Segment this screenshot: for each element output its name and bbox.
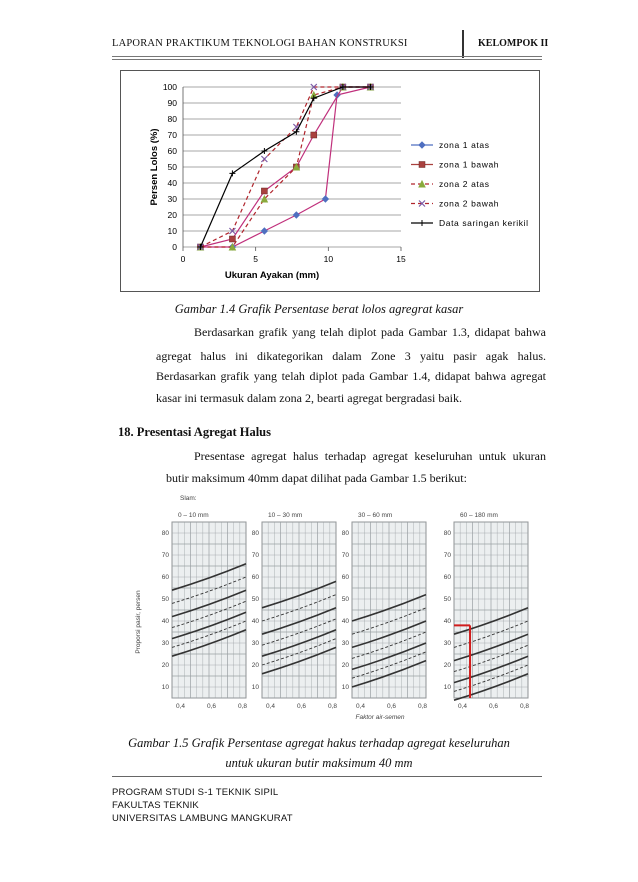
footer-faculty: FAKULTAS TEKNIK <box>112 800 199 811</box>
chart-grid <box>183 87 401 247</box>
point-zona-1-bawah-1 <box>229 236 235 242</box>
point-zona-1-bawah-4 <box>311 132 317 138</box>
panel-2-y-tick-70: 70 <box>341 552 349 559</box>
panel-2-x-tick-0: 0,4 <box>356 703 366 710</box>
header-rule-top <box>112 56 542 57</box>
header-group-label: KELOMPOK II <box>478 38 549 49</box>
sand-proportion-panels <box>162 512 530 710</box>
header-rule-bottom <box>112 59 542 60</box>
panel-0-y-tick-50: 50 <box>161 596 169 603</box>
panel-3-x-tick-0: 0,4 <box>458 703 468 710</box>
panel-3-y-tick-80: 80 <box>443 530 451 537</box>
panel-3-y-tick-20: 20 <box>443 662 451 669</box>
panel-1-y-tick-30: 30 <box>251 640 259 647</box>
panel-1-x-tick-2: 0,8 <box>328 703 338 710</box>
point-zona-2-bawah-2 <box>261 156 267 162</box>
panel-0 <box>172 522 246 698</box>
legend-marker-zona-1-atas <box>419 142 425 148</box>
panel-1-y-tick-50: 50 <box>251 596 259 603</box>
y-tick-label-80: 80 <box>167 114 177 124</box>
panel-0-y-tick-20: 20 <box>161 662 169 669</box>
panel-1-y-tick-80: 80 <box>251 530 259 537</box>
y-tick-label-0: 0 <box>172 242 177 252</box>
y-tick-label-20: 20 <box>167 210 177 220</box>
panel-0-y-tick-10: 10 <box>161 684 169 691</box>
x-tick-label-15: 15 <box>396 254 406 264</box>
panel-3-y-tick-40: 40 <box>443 618 451 625</box>
point-zona-1-atas-2 <box>261 228 267 234</box>
panel-2 <box>352 522 426 698</box>
panel-3-y-tick-30: 30 <box>443 640 451 647</box>
x-tick-label-5: 5 <box>253 254 259 264</box>
panel-2-y-tick-20: 20 <box>341 662 349 669</box>
footer-program: PROGRAM STUDI S-1 TEKNIK SIPIL <box>112 787 279 798</box>
y-tick-label-90: 90 <box>167 98 177 108</box>
y-axis-label: Persen Lolos (%) <box>149 128 160 206</box>
panel-0-y-tick-40: 40 <box>161 618 169 625</box>
panel-label-3: 60 – 180 mm <box>460 512 498 519</box>
panel-2-y-tick-10: 10 <box>341 684 349 691</box>
chart-axes <box>163 82 406 264</box>
panel-3-y-tick-70: 70 <box>443 552 451 559</box>
paragraph-1-line-3: Berdasarkan grafik yang telah diplot pada Gambar 1.4, didapat bahwa agregat <box>156 369 546 383</box>
panel-1-y-tick-60: 60 <box>251 574 259 581</box>
figure-1-5-caption-line-1: Gambar 1.5 Grafik Persentase agregat hakus terhadap agregat keseluruhan <box>128 736 510 750</box>
point-zona-1-atas-4 <box>322 196 328 202</box>
panel-3-y-tick-50: 50 <box>443 596 451 603</box>
legend-label-zona-1-atas: zona 1 atas <box>439 140 490 150</box>
panel-3 <box>454 522 528 700</box>
figure-1-5-caption-line-2: untuk ukuran butir maksimum 40 mm <box>225 756 413 770</box>
legend-marker-zona-1-bawah <box>419 162 425 168</box>
y-tick-label-30: 30 <box>167 194 177 204</box>
section-title: 18. Presentasi Agregat Halus <box>118 425 272 439</box>
y-tick-label-100: 100 <box>162 82 177 92</box>
y-tick-label-60: 60 <box>167 146 177 156</box>
x-tick-label-10: 10 <box>323 254 334 264</box>
slam-label: Slam: <box>180 495 197 502</box>
panel-0-y-tick-60: 60 <box>161 574 169 581</box>
gradation-chart-svg <box>121 71 541 293</box>
panel-2-y-tick-50: 50 <box>341 596 349 603</box>
panel-label-0: 0 – 10 mm <box>178 512 209 519</box>
paragraph-1-line-4: kasar ini termasuk dalam zona 2, bearti agregat bergradasi baik. <box>156 391 462 405</box>
paragraph-2-line-1: Presentase agregat halus terhadap agregat keseluruhan untuk ukuran <box>194 449 546 463</box>
x-axis-label: Ukuran Ayakan (mm) <box>224 270 320 281</box>
y-tick-label-40: 40 <box>167 178 177 188</box>
y-tick-label-70: 70 <box>167 130 177 140</box>
panel-0-x-tick-1: 0,6 <box>207 703 217 710</box>
sand-proportion-figure <box>128 492 528 722</box>
paragraph-1-line-1: Berdasarkan grafik yang telah diplot pada Gambar 1.3, didapat bahwa <box>194 325 546 339</box>
panel-0-x-tick-0: 0,4 <box>176 703 186 710</box>
header-report-title: LAPORAN PRAKTIKUM TEKNOLOGI BAHAN KONSTRUKSI <box>112 38 408 49</box>
legend-label-zona-2-bawah: zona 2 bawah <box>439 198 500 209</box>
panel-3-x-tick-1: 0,6 <box>489 703 499 710</box>
point-zona-1-atas-3 <box>293 212 299 218</box>
panel-2-x-tick-2: 0,8 <box>418 703 428 710</box>
figure-1-4-caption: Gambar 1.4 Grafik Persentase berat lolos agregrat kasar <box>174 302 464 316</box>
panel-0-y-tick-30: 30 <box>161 640 169 647</box>
panel-2-y-tick-80: 80 <box>341 530 349 537</box>
panel-2-y-tick-60: 60 <box>341 574 349 581</box>
chart-legend <box>411 140 529 228</box>
y-tick-label-10: 10 <box>167 226 177 236</box>
panel-3-y-tick-10: 10 <box>443 684 451 691</box>
fig2-x-axis-label: Faktor air-semen <box>355 714 405 721</box>
panel-label-2: 30 – 60 mm <box>358 512 393 519</box>
gradation-chart <box>120 70 540 292</box>
fig2-y-axis-label: Proporsi pasir, persen <box>135 590 142 654</box>
panel-1-x-tick-0: 0,4 <box>266 703 276 710</box>
footer-rule <box>112 776 542 777</box>
paragraph-2-line-2: butir maksimum 40mm dapat dilihat pada Gambar 1.5 berikut: <box>166 471 467 485</box>
panel-1 <box>262 522 336 698</box>
panel-2-y-tick-30: 30 <box>341 640 349 647</box>
panel-1-y-tick-40: 40 <box>251 618 259 625</box>
legend-label-zona-1-bawah: zona 1 bawah <box>439 159 500 170</box>
legend-label-zona-2-atas: zona 2 atas <box>439 179 490 189</box>
x-tick-label-0: 0 <box>180 254 186 264</box>
header-divider <box>462 30 464 58</box>
legend-label-data-saringan-kerikil: Data saringan kerikil <box>439 218 529 228</box>
panel-2-x-tick-1: 0,6 <box>387 703 397 710</box>
panel-0-y-tick-80: 80 <box>161 530 169 537</box>
panel-0-x-tick-2: 0,8 <box>238 703 248 710</box>
paragraph-1-line-2: agregat halus ini dikategorikan dalam Zone 3 yaitu pasir agak halus. <box>156 349 546 363</box>
panel-0-y-tick-70: 70 <box>161 552 169 559</box>
panel-2-y-tick-40: 40 <box>341 618 349 625</box>
panel-3-x-tick-2: 0,8 <box>520 703 530 710</box>
panel-1-y-tick-70: 70 <box>251 552 259 559</box>
footer-university: UNIVERSITAS LAMBUNG MANGKURAT <box>112 813 293 824</box>
panel-label-1: 10 – 30 mm <box>268 512 303 519</box>
legend-marker-data-saringan-kerikil <box>419 220 425 226</box>
panel-1-y-tick-20: 20 <box>251 662 259 669</box>
y-tick-label-50: 50 <box>167 162 177 172</box>
panel-1-x-tick-1: 0,6 <box>297 703 307 710</box>
panel-1-y-tick-10: 10 <box>251 684 259 691</box>
point-zona-1-bawah-2 <box>261 188 267 194</box>
panel-3-y-tick-60: 60 <box>443 574 451 581</box>
